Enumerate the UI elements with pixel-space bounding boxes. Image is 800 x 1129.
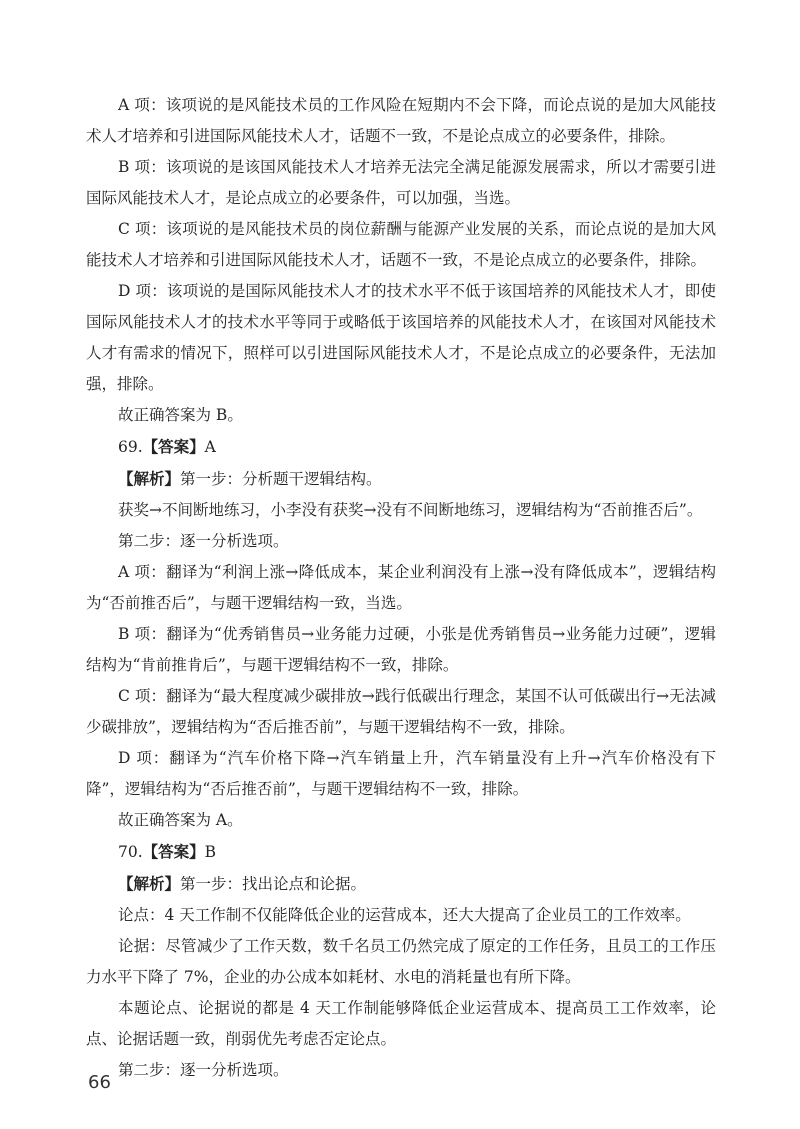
q69-paragraph: 第二步：逐一分析选项。 xyxy=(118,532,289,550)
q69-conclusion: 故正确答案为 A。 xyxy=(118,811,243,829)
q70-paragraph: 论点：4 天工作制不仅能降低企业的运营成本，还大大提高了企业员工的工作效率。 xyxy=(118,906,691,924)
q69-paragraph: D 项：翻译为“汽车价格下降→汽车销量上升，汽车销量没有上升→汽车价格没有下降”，逻辑结构为“否后推否前”，与题干逻辑结构不一致，排除。 xyxy=(86,749,716,798)
q70-answer: B xyxy=(204,843,217,861)
q69-analysis-line xyxy=(86,463,716,495)
q69-answer-line xyxy=(86,431,716,463)
q70-paragraph: 本题论点、论据说的都是 4 天工作制能够降低企业运营成本、提高员工工作效率，论点、论据话题一致，削弱优先考虑否定论点。 xyxy=(86,999,716,1048)
q70-paragraph: 论据：尽管减少了工作天数，数千名员工仍然完成了原定的工作任务，且员工的工作压力水平下降了 7%，企业的办公成本如耗材、水电的消耗量也有所下降。 xyxy=(86,937,716,986)
answer-conclusion: 故正确答案为 B。 xyxy=(118,406,243,424)
q69-paragraph: 获奖→不间断地练习，小李没有获奖→没有不间断地练习，逻辑结构为“否前推否后”。 xyxy=(118,501,703,519)
q70-number: 70. xyxy=(118,843,143,861)
q69-analysis-lead: 第一步：分析题干逻辑结构。 xyxy=(180,470,382,488)
q69-analysis-tag: 【解析】 xyxy=(118,469,181,488)
q70-answer-line xyxy=(86,836,716,868)
option-b-paragraph: B 项：该项说的是该国风能技术人才培养无法完全满足能源发展需求，所以才需要引进国际风能技术人才，是论点成立的必要条件，可以加强，当选。 xyxy=(86,158,716,207)
q69-paragraph: B 项：翻译为“优秀销售员→业务能力过硬，小张是优秀销售员→业务能力过硬”，逻辑结构为“肯前推肯后”，与题干逻辑结构不一致，排除。 xyxy=(86,625,716,674)
q69-number: 69. xyxy=(118,438,143,456)
q69-answer-tag: 【答案】 xyxy=(142,437,205,456)
q70-paragraph: 第二步：逐一分析选项。 xyxy=(118,1061,289,1079)
q69-paragraph: A 项：翻译为“利润上涨→降低成本，某企业利润没有上涨→没有降低成本”，逻辑结构为“否前推否后”，与题干逻辑结构一致，当选。 xyxy=(86,563,716,612)
q70-analysis-tag: 【解析】 xyxy=(118,874,181,893)
page-number: 66 xyxy=(88,1072,111,1093)
q70-analysis-lead: 第一步：找出论点和论据。 xyxy=(180,875,367,893)
q69-answer: A xyxy=(204,438,216,456)
q70-analysis-line xyxy=(86,868,716,900)
option-c-paragraph: C 项：该项说的是风能技术员的岗位薪酬与能源产业发展的关系，而论点说的是加大风能技术人才培养和引进国际风能技术人才，话题不一致，不是论点成立的必要条件，排除。 xyxy=(86,220,716,269)
option-d-paragraph: D 项：该项说的是国际风能技术人才的技术水平不低于该国培养的风能技术人才，即使国际风能技术人才的技术水平等同于或略低于该国培养的风能技术人才，在该国对风能技术人才有需求的情况下，照样可以引进国际风能技术人才，不是论点成立的必要条件，无法加强，排除。 xyxy=(86,282,716,393)
q70-answer-tag: 【答案】 xyxy=(142,842,205,861)
previous-question-analysis xyxy=(86,90,716,1086)
option-a-paragraph: A 项：该项说的是风能技术员的工作风险在短期内不会下降，而论点说的是加大风能技术人才培养和引进国际风能技术人才，话题不一致，不是论点成立的必要条件，排除。 xyxy=(86,96,716,145)
q69-paragraph: C 项：翻译为“最大程度减少碳排放→践行低碳出行理念，某国不认可低碳出行→无法减少碳排放”，逻辑结构为“否后推否前”，与题干逻辑结构不一致，排除。 xyxy=(86,687,716,736)
